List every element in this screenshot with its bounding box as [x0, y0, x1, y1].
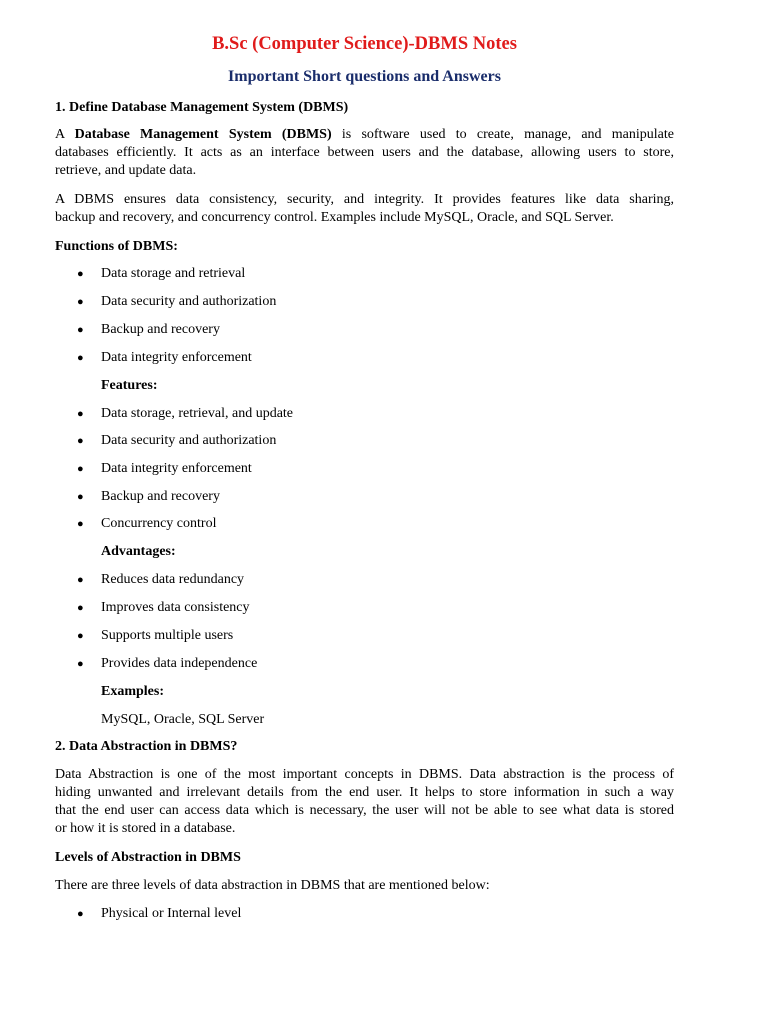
- bullet-icon: ●: [77, 352, 84, 364]
- bullet-icon: ●: [77, 408, 84, 420]
- q1-p1-line-1: A Database Management System (DBMS) is software used to create, manage, and manipulate: [55, 127, 674, 142]
- bullet-icon: ●: [77, 602, 84, 614]
- bullet-icon: ●: [77, 435, 84, 447]
- examples-text: MySQL, Oracle, SQL Server: [101, 712, 265, 727]
- q1-p2-line-1: A DBMS ensures data consistency, security, and integrity. It provides features like data sharing,: [55, 192, 674, 207]
- q1-p1-line-2: databases efficiently. It acts as an interface between users and the database, allowing users to store,: [55, 145, 674, 160]
- bullet-icon: ●: [77, 463, 84, 475]
- bullet-icon: ●: [77, 296, 84, 308]
- q2-p1-line-3: that the end user can access data which is necessary, the user will not be able to see what data is stored: [55, 803, 674, 818]
- q2-p1-line-4: or how it is stored in a database.: [55, 821, 236, 836]
- levels-intro: There are three levels of data abstraction in DBMS that are mentioned below:: [55, 878, 490, 893]
- bullet-icon: ●: [77, 630, 84, 642]
- q1-paragraph-1: [55, 126, 674, 180]
- bullet-icon: ●: [77, 324, 84, 336]
- bullet-icon: ●: [77, 268, 84, 280]
- features-heading: Features:: [101, 378, 158, 393]
- q1-heading: 1. Define Database Management System (DBMS): [55, 100, 349, 115]
- dbms-term: Database Management System (DBMS): [74, 127, 332, 142]
- bullet-icon: ●: [77, 574, 84, 586]
- document-title: B.Sc (Computer Science)-DBMS Notes: [212, 34, 517, 54]
- functions-heading: Functions of DBMS:: [55, 239, 178, 254]
- q2-p1-line-1: Data Abstraction is one of the most important concepts in DBMS. Data abstraction is the process of: [55, 767, 674, 782]
- document-subtitle: Important Short questions and Answers: [228, 68, 501, 85]
- q1-paragraph-2: [55, 191, 674, 227]
- q2-paragraph-1: [55, 766, 674, 838]
- bullet-icon: ●: [77, 658, 84, 670]
- levels-heading: Levels of Abstraction in DBMS: [55, 850, 241, 865]
- q1-p1-line-3: retrieve, and update data.: [55, 163, 197, 178]
- bullet-icon: ●: [77, 908, 84, 920]
- examples-heading: Examples:: [101, 684, 164, 699]
- bullet-icon: ●: [77, 518, 84, 530]
- bullet-icon: ●: [77, 491, 84, 503]
- q1-p2-line-2: backup and recovery, and concurrency control. Examples include MySQL, Oracle, and SQL Server.: [55, 210, 614, 225]
- q2-heading: 2. Data Abstraction in DBMS?: [55, 739, 238, 754]
- q2-p1-line-2: hiding unwanted and irrelevant details from the end user. It helps to store information in such a way: [55, 785, 674, 800]
- advantages-heading: Advantages:: [101, 544, 176, 559]
